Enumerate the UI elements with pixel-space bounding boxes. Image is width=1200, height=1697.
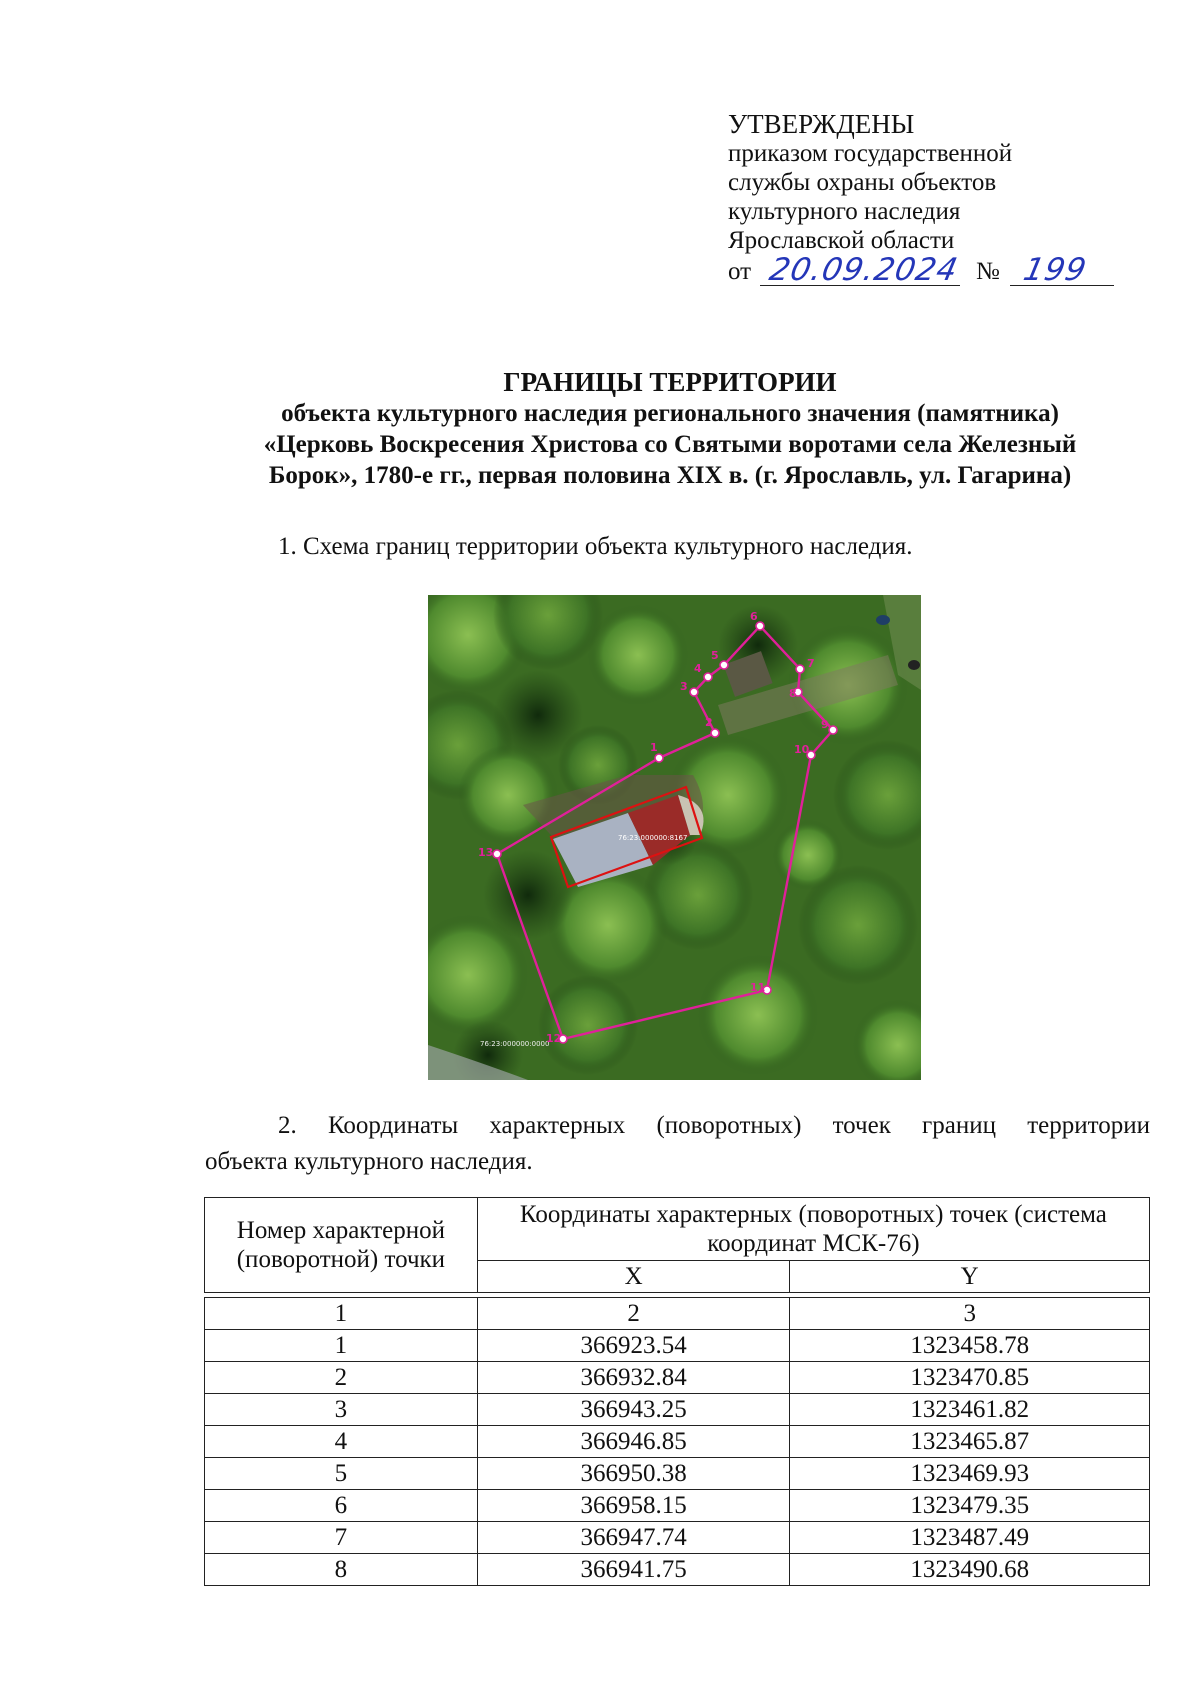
boundary-scheme-map bbox=[428, 595, 921, 1080]
approval-block bbox=[728, 109, 1091, 289]
coordinates-table bbox=[204, 1197, 1150, 1586]
boundary-point-label: 7 bbox=[807, 657, 815, 670]
index-row bbox=[205, 1298, 1150, 1330]
point-number-cell: 8 bbox=[205, 1554, 478, 1586]
point-number-cell: 1 bbox=[205, 1330, 478, 1362]
header-point-number: Номер характерной (поворотной) точки bbox=[205, 1198, 478, 1293]
number-prefix: № bbox=[976, 258, 1000, 285]
date-field bbox=[760, 252, 962, 288]
section-1-heading: 1. Схема границ территории объекта культурного наследия. bbox=[278, 533, 913, 560]
table-row bbox=[205, 1490, 1150, 1522]
boundary-point-label: 4 bbox=[694, 662, 702, 675]
corner-cadastral-label: 76:23:000000:0000 bbox=[480, 1040, 550, 1048]
cell: 1 bbox=[205, 1298, 478, 1330]
handwritten-number: 199 bbox=[1020, 252, 1091, 288]
document-title bbox=[190, 367, 1150, 491]
approval-line: службы охраны объектов bbox=[728, 169, 997, 196]
boundary-point-label: 9 bbox=[821, 718, 829, 731]
table-row bbox=[205, 1426, 1150, 1458]
boundary-point-label: 11 bbox=[750, 981, 766, 994]
approval-line: приказом государственной bbox=[728, 140, 1013, 167]
x-cell: 366958.15 bbox=[477, 1490, 790, 1522]
x-cell: 366943.25 bbox=[477, 1394, 790, 1426]
title-line: «Церковь Воскресения Христова со Святыми воротами села Железный bbox=[263, 431, 1077, 458]
table-row bbox=[205, 1394, 1150, 1426]
boundary-point-label: 10 bbox=[794, 743, 810, 756]
boundary-point-label: 6 bbox=[750, 610, 758, 623]
cell: 3 bbox=[790, 1298, 1150, 1330]
y-cell: 1323469.93 bbox=[790, 1458, 1150, 1490]
x-cell: 366947.74 bbox=[477, 1522, 790, 1554]
number-field bbox=[1010, 252, 1114, 288]
title-main: ГРАНИЦЫ ТЕРРИТОРИИ bbox=[503, 367, 837, 397]
table-row bbox=[205, 1362, 1150, 1394]
section-2-line: 2. Координаты характерных (поворотных) точек границ территории bbox=[278, 1112, 1150, 1139]
x-cell: 366932.84 bbox=[477, 1362, 790, 1394]
point-number-cell: 7 bbox=[205, 1522, 478, 1554]
table-row bbox=[205, 1458, 1150, 1490]
table-row bbox=[205, 1330, 1150, 1362]
y-cell: 1323490.68 bbox=[790, 1554, 1150, 1586]
y-cell: 1323458.78 bbox=[790, 1330, 1150, 1362]
y-cell: 1323465.87 bbox=[790, 1426, 1150, 1458]
boundary-point-label: 3 bbox=[680, 680, 688, 693]
boundary-point-label: 2 bbox=[705, 716, 713, 729]
y-cell: 1323487.49 bbox=[790, 1522, 1150, 1554]
cell: 2 bbox=[477, 1298, 790, 1330]
header-coordinates: Координаты характерных (поворотных) точек (система координат МСК-76) bbox=[477, 1198, 1149, 1261]
header-x: X bbox=[477, 1261, 790, 1293]
point-number-cell: 2 bbox=[205, 1362, 478, 1394]
boundary-point-label: 1 bbox=[650, 741, 658, 754]
boundary-point-label: 13 bbox=[478, 846, 494, 859]
x-cell: 366941.75 bbox=[477, 1554, 790, 1586]
header-y: Y bbox=[790, 1261, 1150, 1293]
point-number-cell: 6 bbox=[205, 1490, 478, 1522]
approval-line: культурного наследия bbox=[728, 198, 961, 225]
x-cell: 366950.38 bbox=[477, 1458, 790, 1490]
approval-line: Ярославской области bbox=[728, 227, 955, 254]
section-2-line: объекта культурного наследия. bbox=[205, 1148, 533, 1175]
y-cell: 1323470.85 bbox=[790, 1362, 1150, 1394]
y-cell: 1323479.35 bbox=[790, 1490, 1150, 1522]
building-cadastral-label: 76:23:000000:8167 bbox=[618, 834, 688, 842]
date-prefix: от bbox=[728, 258, 752, 285]
x-cell: 366923.54 bbox=[477, 1330, 790, 1362]
point-number-cell: 4 bbox=[205, 1426, 478, 1458]
title-line: Борок», 1780-е гг., первая половина XIX в. (г. Ярославль, ул. Гагарина) bbox=[268, 462, 1072, 489]
point-number-cell: 3 bbox=[205, 1394, 478, 1426]
table-row bbox=[205, 1554, 1150, 1586]
section-2-heading bbox=[205, 1108, 1150, 1180]
handwritten-date: 20.09.2024 bbox=[766, 252, 962, 288]
table-row bbox=[205, 1522, 1150, 1554]
y-cell: 1323461.82 bbox=[790, 1394, 1150, 1426]
title-line: объекта культурного наследия регионального значения (памятника) bbox=[281, 400, 1059, 427]
boundary-point-label: 8 bbox=[789, 687, 797, 700]
approval-heading: УТВЕРЖДЕНЫ bbox=[728, 109, 915, 139]
x-cell: 366946.85 bbox=[477, 1426, 790, 1458]
boundary-point-label: 12 bbox=[546, 1032, 562, 1045]
boundary-point-label: 5 bbox=[711, 649, 719, 662]
point-number-cell: 5 bbox=[205, 1458, 478, 1490]
approval-signature-line bbox=[728, 252, 1091, 289]
